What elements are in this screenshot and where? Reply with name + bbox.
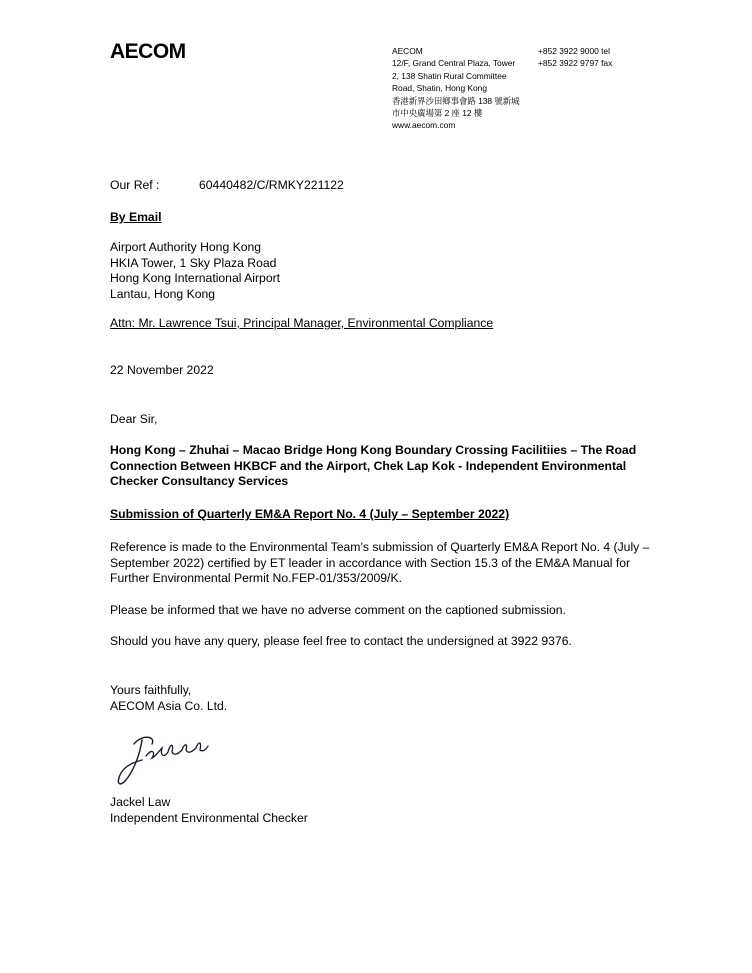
signer-name: Jackel Law bbox=[110, 795, 171, 809]
body-line: September 2022) certified by ET leader in accordance with Section 15.3 of the EM&A Manual for bbox=[110, 555, 631, 570]
project-title-line: Connection Between HKBCF and the Airport, Chek Lap Kok - Independent Environmental bbox=[110, 458, 627, 473]
body-paragraph-1 bbox=[110, 540, 666, 587]
ref-value: 60440482/C/RMKY221122 bbox=[199, 178, 344, 192]
recipient-line: Lantau, Hong Kong bbox=[110, 286, 216, 301]
address-line: 12/F, Grand Central Plaza, Tower bbox=[392, 58, 516, 69]
project-title-line: Hong Kong – Zhuhai – Macao Bridge Hong Kong Boundary Crossing Facilitiies – The Road bbox=[110, 443, 637, 457]
address-line: Road, Shatin, Hong Kong bbox=[392, 83, 487, 94]
body-paragraph-2: Please be informed that we have no adverse comment on the captioned submission. bbox=[110, 603, 566, 617]
project-title-line: Checker Consultancy Services bbox=[110, 474, 289, 488]
address-line: 市中央廣場第 2 座 12 樓 bbox=[392, 108, 483, 119]
body-line: Reference is made to the Environmental Team’s submission of Quarterly EM&A Report No. 4 (July – bbox=[110, 540, 650, 554]
body-paragraph-3: Should you have any query, please feel free to contact the undersigned at 3922 9376. bbox=[110, 634, 572, 648]
closing-block bbox=[110, 683, 227, 714]
closing-phrase: Yours faithfully, bbox=[110, 683, 192, 697]
ref-label: Our Ref : bbox=[110, 178, 160, 192]
delivery-method: By Email bbox=[110, 210, 162, 224]
recipient-line: HKIA Tower, 1 Sky Plaza Road bbox=[110, 255, 277, 270]
address-line: AECOM bbox=[392, 46, 423, 56]
company-address bbox=[392, 45, 520, 132]
salutation: Dear Sir, bbox=[110, 412, 158, 426]
website-link[interactable]: www.aecom.com bbox=[392, 120, 456, 131]
company-logo: AECOM bbox=[110, 40, 186, 63]
recipient-address bbox=[110, 240, 280, 302]
body-line: Further Environmental Permit No.FEP-01/353/2009/K. bbox=[110, 571, 402, 585]
fax-line: +852 3922 9797 fax bbox=[538, 58, 613, 69]
company-name: AECOM Asia Co. Ltd. bbox=[110, 698, 228, 713]
attention-line: Attn: Mr. Lawrence Tsui, Principal Manager, Environmental Compliance bbox=[110, 316, 494, 330]
address-line: 2, 138 Shatin Rural Committee bbox=[392, 70, 507, 81]
address-line: 香港新界沙田鄉事會路 138 號新城 bbox=[392, 95, 520, 106]
signer-block bbox=[110, 795, 308, 826]
company-contact bbox=[538, 45, 612, 70]
project-title bbox=[110, 443, 670, 490]
recipient-line: Airport Authority Hong Kong bbox=[110, 240, 262, 254]
letter-date: 22 November 2022 bbox=[110, 363, 214, 377]
recipient-line: Hong Kong International Airport bbox=[110, 271, 281, 285]
handwritten-signature bbox=[112, 730, 222, 790]
tel-line: +852 3922 9000 tel bbox=[538, 46, 610, 56]
signer-title: Independent Environmental Checker bbox=[110, 810, 308, 825]
subject-line: Submission of Quarterly EM&A Report No. 4 (July – September 2022) bbox=[110, 507, 510, 521]
